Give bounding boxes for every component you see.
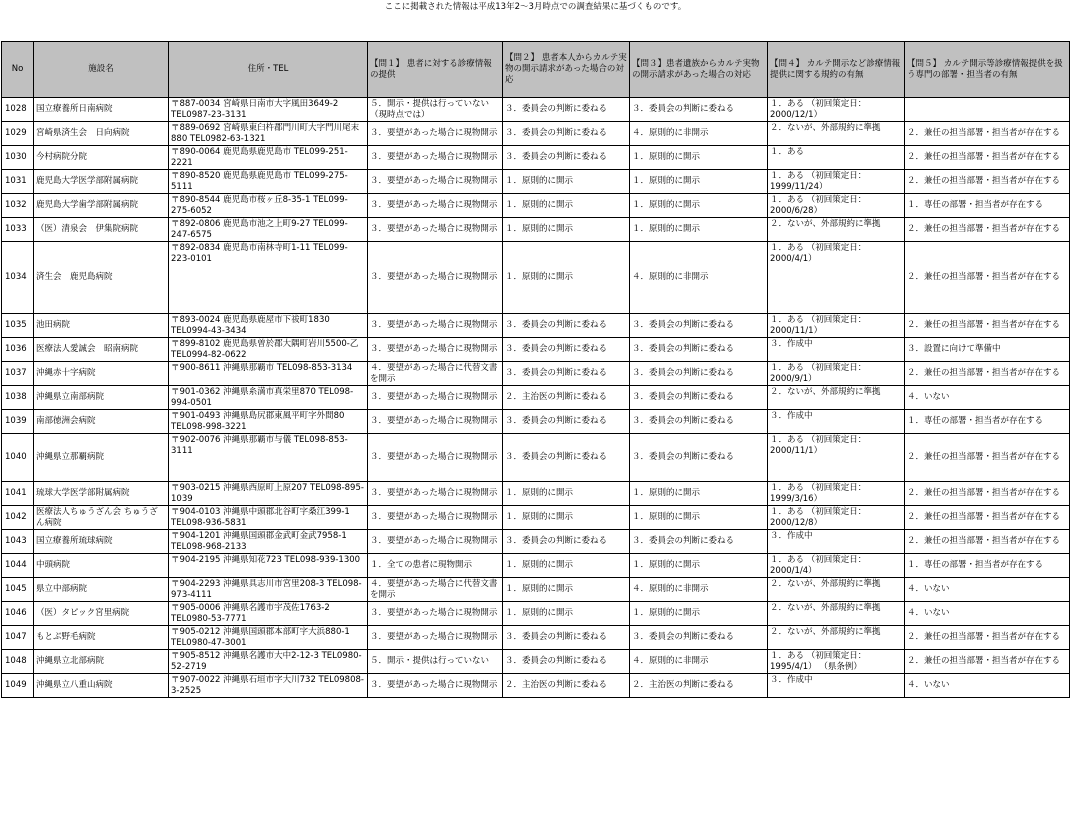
cell-q4: １．ある （初回策定日：2000/11/1） <box>768 434 905 482</box>
cell-q2: １．原則的に開示 <box>503 218 630 242</box>
cell-q1: ３．要望があった場合に現物開示 <box>368 386 503 410</box>
cell-q3: ２．主治医の判断に委ねる <box>630 674 768 698</box>
cell-address: 〒899-8102 鹿児島県曽於郡大隅町岩川5500-乙 TEL0994-82-0622 <box>169 338 368 362</box>
cell-q2: １．原則的に開示 <box>503 602 630 626</box>
cell-q2: ３．委員会の判断に委ねる <box>503 98 630 122</box>
cell-q3: ４．原則的に非開示 <box>630 650 768 674</box>
cell-no: 1047 <box>2 626 34 650</box>
cell-q2: ２．主治医の判断に委ねる <box>503 386 630 410</box>
table-row <box>2 434 1070 482</box>
table-row <box>2 386 1070 410</box>
cell-q3: ３．委員会の判断に委ねる <box>630 362 768 386</box>
cell-q2: ２．主治医の判断に委ねる <box>503 674 630 698</box>
table-row <box>2 554 1070 578</box>
cell-q1: ４．要望があった場合に代替文書を開示 <box>368 578 503 602</box>
cell-q2: １．原則的に開示 <box>503 482 630 506</box>
table-row <box>2 626 1070 650</box>
table-row <box>2 194 1070 218</box>
header-facility-name: 施設名 <box>34 42 169 98</box>
cell-q4: ２．ないが、外部規約に準拠 <box>768 122 905 146</box>
cell-q3: ４．原則的に非開示 <box>630 578 768 602</box>
cell-q5: ２．兼任の担当部署・担当者が存在する <box>905 218 1070 242</box>
cell-no: 1044 <box>2 554 34 578</box>
cell-facility-name: 沖縄県立北部病院 <box>34 650 169 674</box>
cell-address: 〒907-0022 沖縄県石垣市字大川732 TEL09808-3-2525 <box>169 674 368 698</box>
cell-q2: ３．委員会の判断に委ねる <box>503 146 630 170</box>
table-row <box>2 602 1070 626</box>
cell-facility-name: 医療法人ちゅうざん会 ちゅうざん病院 <box>34 506 169 530</box>
table-row <box>2 338 1070 362</box>
cell-q5: ２．兼任の担当部署・担当者が存在する <box>905 626 1070 650</box>
cell-q4: ２．ないが、外部規約に準拠 <box>768 626 905 650</box>
cell-facility-name: （医）清泉会 伊集院病院 <box>34 218 169 242</box>
cell-no: 1037 <box>2 362 34 386</box>
cell-no: 1040 <box>2 434 34 482</box>
cell-no: 1043 <box>2 530 34 554</box>
cell-q2: １．原則的に開示 <box>503 170 630 194</box>
cell-q5: ２．兼任の担当部署・担当者が存在する <box>905 434 1070 482</box>
cell-facility-name: 中頭病院 <box>34 554 169 578</box>
cell-q5: ３．設置に向けて準備中 <box>905 338 1070 362</box>
cell-address: 〒904-0103 沖縄県中頭郡北谷町字桑江399-1 TEL098-936-5831 <box>169 506 368 530</box>
cell-q3: ４．原則的に非開示 <box>630 122 768 146</box>
header-no: No <box>2 42 34 98</box>
cell-q5: ２．兼任の担当部署・担当者が存在する <box>905 650 1070 674</box>
table-row <box>2 674 1070 698</box>
cell-no: 1032 <box>2 194 34 218</box>
cell-q3: ３．委員会の判断に委ねる <box>630 338 768 362</box>
table-row <box>2 218 1070 242</box>
cell-q4: ２．ないが、外部規約に準拠 <box>768 578 905 602</box>
cell-address: 〒900-8611 沖縄県那覇市 TEL098-853-3134 <box>169 362 368 386</box>
cell-q1: ３．要望があった場合に現物開示 <box>368 530 503 554</box>
cell-q4: ２．ないが、外部規約に準拠 <box>768 386 905 410</box>
cell-q3: ３．委員会の判断に委ねる <box>630 530 768 554</box>
cell-q4: １．ある （初回策定日：2000/11/1） <box>768 314 905 338</box>
cell-q3: ３．委員会の判断に委ねる <box>630 386 768 410</box>
cell-q1: ５．開示・提供は行っていない （現時点では） <box>368 98 503 122</box>
cell-address: 〒892-0806 鹿児島市池之上町9-27 TEL099-247-6575 <box>169 218 368 242</box>
cell-q1: ３．要望があった場合に現物開示 <box>368 146 503 170</box>
cell-q4: ３．作成中 <box>768 338 905 362</box>
cell-facility-name: 沖縄県立南部病院 <box>34 386 169 410</box>
cell-q1: ３．要望があった場合に現物開示 <box>368 218 503 242</box>
cell-q1: ３．要望があった場合に現物開示 <box>368 338 503 362</box>
cell-q2: １．原則的に開示 <box>503 578 630 602</box>
cell-facility-name: 南部徳洲会病院 <box>34 410 169 434</box>
cell-q4: １．ある <box>768 146 905 170</box>
table-row <box>2 242 1070 314</box>
cell-facility-name: 池田病院 <box>34 314 169 338</box>
survey-note: ここに掲載された情報は平成13年2～3月時点での調査結果に基づくものです。 <box>384 2 687 12</box>
cell-q5: ２．兼任の担当部署・担当者が存在する <box>905 314 1070 338</box>
cell-q4: １．ある （初回策定日：2000/1/4） <box>768 554 905 578</box>
cell-q5: ２．兼任の担当部署・担当者が存在する <box>905 530 1070 554</box>
cell-q1: ３．要望があった場合に現物開示 <box>368 194 503 218</box>
cell-address: 〒887-0034 宮崎県日南市大字風田3649-2 TEL0987-23-3131 <box>169 98 368 122</box>
cell-no: 1041 <box>2 482 34 506</box>
header-q4: 【問４】 カルテ開示など診療情報提供に関する規約の有無 <box>768 42 905 98</box>
cell-facility-name: 鹿児島大学医学部附属病院 <box>34 170 169 194</box>
header-q1: 【問１】 患者に対する診療情報の提供 <box>368 42 503 98</box>
cell-q5: １．専任の部署・担当者が存在する <box>905 410 1070 434</box>
cell-address: 〒901-0362 沖縄県糸満市真栄里870 TEL098-994-0501 <box>169 386 368 410</box>
cell-no: 1035 <box>2 314 34 338</box>
cell-q1: ３．要望があった場合に現物開示 <box>368 602 503 626</box>
cell-q5: ２．兼任の担当部署・担当者が存在する <box>905 362 1070 386</box>
cell-q3: １．原則的に開示 <box>630 170 768 194</box>
cell-address: 〒905-0212 沖縄県国頭郡本部町字大浜880-1 TEL0980-47-3001 <box>169 626 368 650</box>
cell-q3: １．原則的に開示 <box>630 482 768 506</box>
cell-q2: １．原則的に開示 <box>503 506 630 530</box>
cell-q1: ３．要望があった場合に現物開示 <box>368 170 503 194</box>
cell-q1: ３．要望があった場合に現物開示 <box>368 482 503 506</box>
cell-address: 〒893-0024 鹿児島県鹿屋市下祓町1830 TEL0994-43-3434 <box>169 314 368 338</box>
cell-facility-name: 国立療養所日南病院 <box>34 98 169 122</box>
cell-q3: １．原則的に開示 <box>630 554 768 578</box>
cell-no: 1042 <box>2 506 34 530</box>
cell-q3: １．原則的に開示 <box>630 602 768 626</box>
cell-no: 1033 <box>2 218 34 242</box>
cell-facility-name: 国立療養所琉球病院 <box>34 530 169 554</box>
cell-address: 〒890-0064 鹿児島県鹿児島市 TEL099-251-2221 <box>169 146 368 170</box>
header-q3: 【問３】患者遺族からカルテ実物の開示請求があった場合の対応 <box>630 42 768 98</box>
cell-no: 1031 <box>2 170 34 194</box>
cell-address: 〒892-0834 鹿児島市南林寺町1-11 TEL099-223-0101 <box>169 242 368 314</box>
cell-q1: ３．要望があった場合に現物開示 <box>368 674 503 698</box>
table-row <box>2 482 1070 506</box>
cell-q3: ３．委員会の判断に委ねる <box>630 410 768 434</box>
cell-q5: ２．兼任の担当部署・担当者が存在する <box>905 482 1070 506</box>
cell-q4: １．ある （初回策定日：2000/12/8） <box>768 506 905 530</box>
cell-q4: ３．作成中 <box>768 410 905 434</box>
cell-q5: ４．いない <box>905 578 1070 602</box>
cell-q3: ３．委員会の判断に委ねる <box>630 314 768 338</box>
cell-q4: １．ある （初回策定日：2000/4/1） <box>768 242 905 314</box>
cell-q3: ３．委員会の判断に委ねる <box>630 626 768 650</box>
cell-address: 〒901-0493 沖縄県島尻郡東風平町字外間80 TEL098-998-3221 <box>169 410 368 434</box>
cell-q4: ２．ないが、外部規約に準拠 <box>768 218 905 242</box>
cell-facility-name: 沖縄県立八重山病院 <box>34 674 169 698</box>
cell-q5: ２．兼任の担当部署・担当者が存在する <box>905 170 1070 194</box>
cell-q5: ４．いない <box>905 602 1070 626</box>
table-row <box>2 410 1070 434</box>
cell-q5: １．専任の部署・担当者が存在する <box>905 554 1070 578</box>
cell-q4: １．ある （初回策定日：2000/9/1） <box>768 362 905 386</box>
cell-q2: ３．委員会の判断に委ねる <box>503 626 630 650</box>
hospital-table <box>1 41 1070 698</box>
cell-q5: ２．兼任の担当部署・担当者が存在する <box>905 122 1070 146</box>
header-q2: 【問２】 患者本人からカルテ実物の開示請求があった場合の対応 <box>503 42 630 98</box>
cell-q5: ２．兼任の担当部署・担当者が存在する <box>905 242 1070 314</box>
cell-q1: ３．要望があった場合に現物開示 <box>368 626 503 650</box>
table-row <box>2 122 1070 146</box>
cell-no: 1029 <box>2 122 34 146</box>
cell-q5: １．専任の部署・担当者が存在する <box>905 194 1070 218</box>
cell-q4: １．ある （初回策定日：2000/6/28） <box>768 194 905 218</box>
table-row <box>2 98 1070 122</box>
cell-address: 〒904-1201 沖縄県国頭郡金武町金武7958-1 TEL098-968-2133 <box>169 530 368 554</box>
cell-facility-name: 沖縄赤十字病院 <box>34 362 169 386</box>
cell-q1: ４．要望があった場合に代替文書を開示 <box>368 362 503 386</box>
cell-q2: ３．委員会の判断に委ねる <box>503 650 630 674</box>
cell-q4: １．ある （初回策定日：1999/11/24） <box>768 170 905 194</box>
cell-facility-name: 今村病院分院 <box>34 146 169 170</box>
table-row <box>2 170 1070 194</box>
cell-q4: １．ある （初回策定日：1999/3/16） <box>768 482 905 506</box>
table-row <box>2 314 1070 338</box>
cell-q2: ３．委員会の判断に委ねる <box>503 362 630 386</box>
cell-facility-name: 県立中部病院 <box>34 578 169 602</box>
cell-q3: ３．委員会の判断に委ねる <box>630 434 768 482</box>
cell-q4: １．ある （初回策定日：2000/12/1） <box>768 98 905 122</box>
cell-q3: １．原則的に開示 <box>630 194 768 218</box>
cell-facility-name: 鹿児島大学歯学部附属病院 <box>34 194 169 218</box>
cell-address: 〒904-2293 沖縄県具志川市宮里208-3 TEL098-973-4111 <box>169 578 368 602</box>
cell-q1: ３．要望があった場合に現物開示 <box>368 122 503 146</box>
cell-q1: ３．要望があった場合に現物開示 <box>368 410 503 434</box>
cell-q1: ３．要望があった場合に現物開示 <box>368 506 503 530</box>
table-row <box>2 578 1070 602</box>
cell-q2: ３．委員会の判断に委ねる <box>503 530 630 554</box>
table-row <box>2 650 1070 674</box>
cell-q4: １．ある （初回策定日：1995/4/1） （県条例） <box>768 650 905 674</box>
cell-q5: ４．いない <box>905 386 1070 410</box>
cell-q2: １．原則的に開示 <box>503 554 630 578</box>
cell-q4: ３．作成中 <box>768 530 905 554</box>
table-row <box>2 146 1070 170</box>
cell-q3: １．原則的に開示 <box>630 506 768 530</box>
cell-q4: ３．作成中 <box>768 674 905 698</box>
cell-q3: １．原則的に開示 <box>630 218 768 242</box>
table-header-row <box>2 42 1070 98</box>
cell-facility-name: 沖縄県立那覇病院 <box>34 434 169 482</box>
table-row <box>2 362 1070 386</box>
cell-q1: ３．要望があった場合に現物開示 <box>368 314 503 338</box>
cell-no: 1028 <box>2 98 34 122</box>
cell-q2: ３．委員会の判断に委ねる <box>503 314 630 338</box>
cell-facility-name: 済生会 鹿児島病院 <box>34 242 169 314</box>
cell-facility-name: 琉球大学医学部附属病院 <box>34 482 169 506</box>
cell-no: 1048 <box>2 650 34 674</box>
cell-q5: ４．いない <box>905 674 1070 698</box>
cell-facility-name: 医療法人愛誠会 昭南病院 <box>34 338 169 362</box>
cell-address: 〒902-0076 沖縄県那覇市与儀 TEL098-853-3111 <box>169 434 368 482</box>
cell-facility-name: もとぶ野毛病院 <box>34 626 169 650</box>
cell-q2: １．原則的に開示 <box>503 194 630 218</box>
cell-q2: ３．委員会の判断に委ねる <box>503 434 630 482</box>
cell-q2: ３．委員会の判断に委ねる <box>503 338 630 362</box>
table-row <box>2 506 1070 530</box>
cell-address: 〒905-8512 沖縄県名護市大中2-12-3 TEL0980-52-2719 <box>169 650 368 674</box>
cell-facility-name: 宮崎県済生会 日向病院 <box>34 122 169 146</box>
cell-no: 1036 <box>2 338 34 362</box>
header-address: 住所・TEL <box>169 42 368 98</box>
cell-q2: １．原則的に開示 <box>503 242 630 314</box>
cell-q1: １．全ての患者に現物開示 <box>368 554 503 578</box>
cell-q1: ３．要望があった場合に現物開示 <box>368 242 503 314</box>
cell-address: 〒904-2195 沖縄県知花723 TEL098-939-1300 <box>169 554 368 578</box>
cell-no: 1030 <box>2 146 34 170</box>
cell-q3: ３．委員会の判断に委ねる <box>630 98 768 122</box>
cell-no: 1038 <box>2 386 34 410</box>
cell-address: 〒890-8520 鹿児島県鹿児島市 TEL099-275-5111 <box>169 170 368 194</box>
cell-q5: ２．兼任の担当部署・担当者が存在する <box>905 146 1070 170</box>
cell-address: 〒905-0006 沖縄県名護市宇茂佐1763-2 TEL0980-53-7771 <box>169 602 368 626</box>
cell-q5: ２．兼任の担当部署・担当者が存在する <box>905 506 1070 530</box>
cell-no: 1045 <box>2 578 34 602</box>
cell-q3: １．原則的に開示 <box>630 146 768 170</box>
cell-q1: ５．開示・提供は行っていない <box>368 650 503 674</box>
cell-q1: ３．要望があった場合に現物開示 <box>368 434 503 482</box>
cell-address: 〒903-0215 沖縄県西原町上原207 TEL098-895-1039 <box>169 482 368 506</box>
table-body <box>2 98 1070 698</box>
cell-no: 1039 <box>2 410 34 434</box>
cell-q2: ３．委員会の判断に委ねる <box>503 410 630 434</box>
cell-address: 〒890-8544 鹿児島市桜ヶ丘8-35-1 TEL099-275-6052 <box>169 194 368 218</box>
cell-no: 1049 <box>2 674 34 698</box>
cell-address: 〒889-0692 宮崎県東臼杵郡門川町大字門川尾末880 TEL0982-63-1321 <box>169 122 368 146</box>
cell-q3: ４．原則的に非開示 <box>630 242 768 314</box>
header-q5: 【問５】 カルテ開示等診療情報提供を扱う専門の部署・担当者の有無 <box>905 42 1070 98</box>
cell-facility-name: （医）タピック宮里病院 <box>34 602 169 626</box>
cell-q4: ２．ないが、外部規約に準拠 <box>768 602 905 626</box>
cell-no: 1034 <box>2 242 34 314</box>
cell-q5 <box>905 98 1070 122</box>
cell-q2: ３．委員会の判断に委ねる <box>503 122 630 146</box>
table-row <box>2 530 1070 554</box>
cell-no: 1046 <box>2 602 34 626</box>
